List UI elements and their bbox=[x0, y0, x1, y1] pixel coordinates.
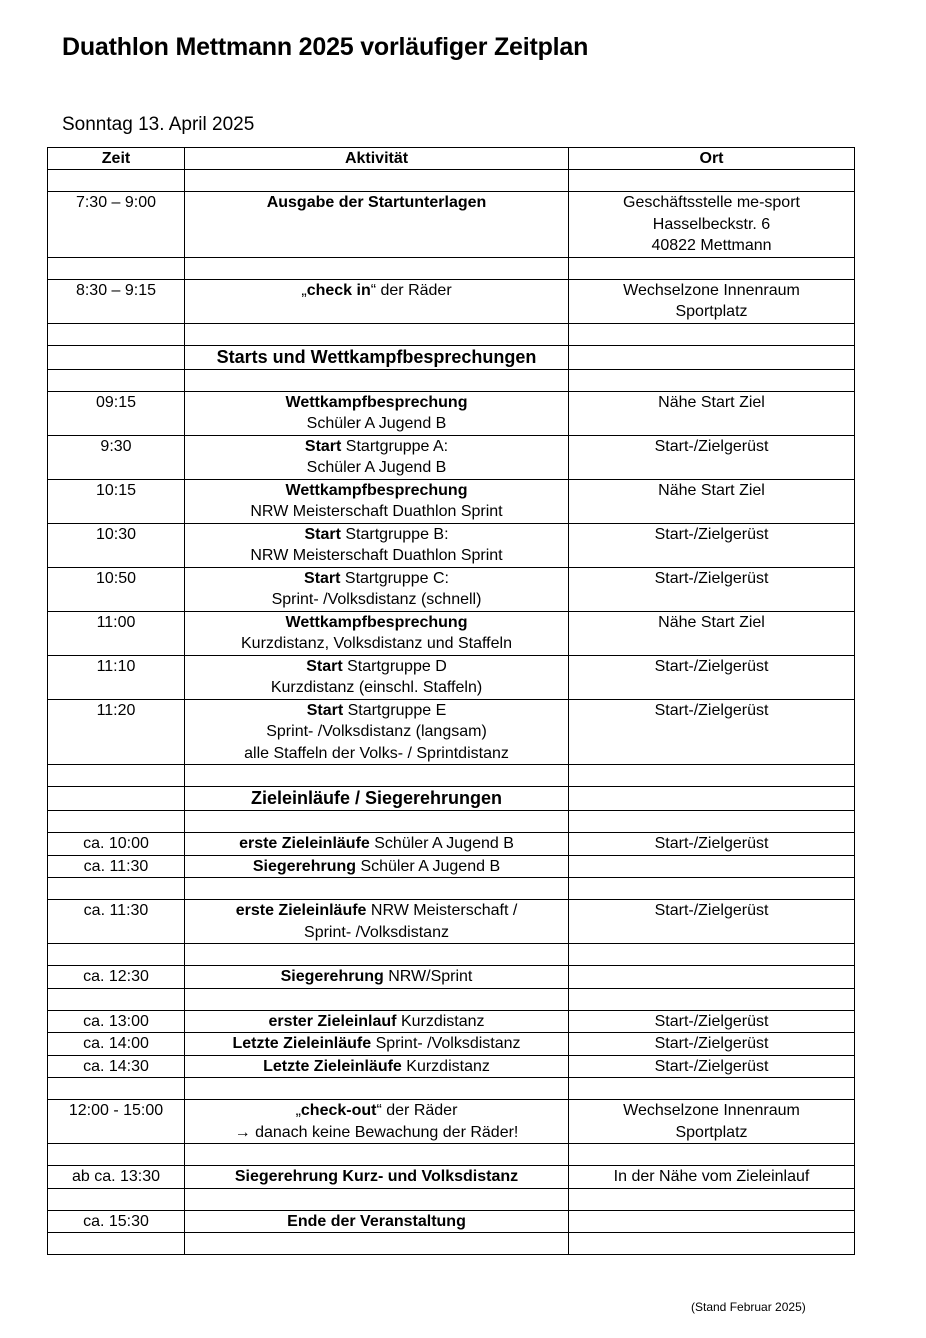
activity-line bbox=[188, 1100, 565, 1122]
activity-bold-text: Start bbox=[304, 525, 341, 543]
activity-text: “ der Räder bbox=[376, 1102, 458, 1119]
place-cell bbox=[569, 567, 855, 611]
activity-bold-text: Start bbox=[306, 657, 343, 675]
table-row bbox=[48, 435, 855, 479]
activity-text: NRW Meisterschaft / bbox=[366, 902, 518, 919]
time-cell: 10:50 bbox=[48, 567, 185, 611]
place-line: Start-/Zielgerüst bbox=[654, 1012, 769, 1030]
activity-text: Schüler A Jugend B bbox=[356, 857, 501, 875]
activity-bold-text: Start bbox=[304, 437, 342, 455]
empty-cell bbox=[569, 811, 855, 833]
activity-text: Schüler A Jugend B bbox=[369, 835, 514, 852]
activity-cell bbox=[185, 279, 569, 323]
activity-cell bbox=[185, 966, 569, 989]
activity-bold-text: Wettkampfbesprechung bbox=[285, 393, 468, 411]
table-row bbox=[48, 966, 855, 989]
empty-cell bbox=[48, 944, 185, 966]
empty-row bbox=[48, 765, 855, 787]
activity-text: Sprint- /Volksdistanz bbox=[371, 1035, 521, 1052]
empty-cell bbox=[185, 323, 569, 345]
empty-cell bbox=[185, 1188, 569, 1210]
activity-bold-text: erste Zieleinläufe bbox=[235, 902, 367, 919]
place-line: 40822 Mettmann bbox=[651, 237, 772, 254]
activity-text: Schüler A Jugend B bbox=[306, 459, 447, 476]
empty-cell bbox=[48, 369, 185, 391]
empty-cell bbox=[185, 988, 569, 1010]
footer-status: (Stand Februar 2025) bbox=[691, 1300, 806, 1314]
place-line: Start-/Zielgerüst bbox=[654, 569, 769, 587]
place-line: Nähe Start Ziel bbox=[658, 481, 765, 499]
activity-cell bbox=[185, 435, 569, 479]
time-cell: 11:10 bbox=[48, 655, 185, 699]
activity-bold-text: erste Zieleinläufe bbox=[239, 835, 370, 852]
empty-row bbox=[48, 323, 855, 345]
place-line: Start-/Zielgerüst bbox=[654, 1057, 769, 1075]
empty-cell bbox=[569, 345, 855, 369]
place-line: Start-/Zielgerüst bbox=[654, 657, 769, 675]
activity-cell bbox=[185, 900, 569, 944]
activity-cell bbox=[185, 655, 569, 699]
table-row bbox=[48, 855, 855, 878]
empty-cell bbox=[569, 323, 855, 345]
table-row bbox=[48, 391, 855, 435]
activity-text: Startgruppe C: bbox=[340, 569, 449, 587]
empty-cell bbox=[185, 1144, 569, 1166]
activity-bold-text: Siegerehrung bbox=[252, 857, 357, 875]
activity-bold-text: erster Zieleinlauf bbox=[268, 1012, 397, 1030]
place-line: Start-/Zielgerüst bbox=[654, 1035, 769, 1052]
header-time: Zeit bbox=[48, 148, 185, 170]
empty-cell bbox=[185, 1078, 569, 1100]
place-line: Wechselzone Innenraum bbox=[623, 281, 800, 299]
empty-cell bbox=[569, 944, 855, 966]
activity-text: Schüler A Jugend B bbox=[306, 415, 447, 432]
empty-row bbox=[48, 878, 855, 900]
place-cell bbox=[569, 1100, 855, 1144]
activity-line bbox=[188, 743, 565, 765]
section-row bbox=[48, 787, 855, 811]
place-line: Geschäftsstelle me-sport bbox=[623, 194, 800, 211]
empty-cell bbox=[48, 1078, 185, 1100]
empty-cell bbox=[48, 787, 185, 811]
place-line: In der Nähe vom Zieleinlauf bbox=[613, 1168, 810, 1185]
activity-line bbox=[188, 612, 565, 634]
activity-line bbox=[188, 833, 565, 855]
empty-cell bbox=[185, 811, 569, 833]
activity-cell bbox=[185, 1010, 569, 1033]
empty-cell bbox=[48, 257, 185, 279]
activity-line bbox=[188, 900, 565, 922]
activity-text: → danach keine Bewachung der Räder! bbox=[234, 1123, 519, 1141]
empty-cell bbox=[185, 944, 569, 966]
activity-cell bbox=[185, 1055, 569, 1078]
activity-cell bbox=[185, 1166, 569, 1189]
place-line: Sportplatz bbox=[675, 1123, 748, 1141]
place-cell bbox=[569, 523, 855, 567]
place-cell bbox=[569, 699, 855, 765]
empty-cell bbox=[48, 1188, 185, 1210]
empty-cell bbox=[569, 988, 855, 1010]
empty-cell bbox=[185, 878, 569, 900]
activity-bold-text: check in bbox=[306, 281, 371, 299]
time-cell: 7:30 – 9:00 bbox=[48, 192, 185, 258]
activity-text: Sprint- /Volksdistanz (schnell) bbox=[271, 591, 482, 608]
activity-cell bbox=[185, 523, 569, 567]
empty-cell bbox=[48, 878, 185, 900]
place-line: Start-/Zielgerüst bbox=[654, 835, 769, 852]
table-row bbox=[48, 833, 855, 856]
activity-line bbox=[188, 545, 565, 567]
empty-cell bbox=[569, 1078, 855, 1100]
time-cell: ca. 14:30 bbox=[48, 1055, 185, 1078]
schedule-body bbox=[48, 170, 855, 1255]
place-line: Wechselzone Innenraum bbox=[623, 1102, 800, 1119]
empty-cell bbox=[48, 1233, 185, 1255]
activity-text: Startgruppe A: bbox=[341, 437, 449, 455]
empty-cell bbox=[569, 765, 855, 787]
place-line: Start-/Zielgerüst bbox=[654, 437, 769, 455]
table-row bbox=[48, 479, 855, 523]
activity-line bbox=[188, 922, 565, 944]
table-row bbox=[48, 523, 855, 567]
activity-text: Startgruppe D bbox=[342, 657, 447, 675]
activity-text: Kurzdistanz bbox=[396, 1012, 485, 1030]
activity-line bbox=[188, 677, 565, 699]
place-line: Start-/Zielgerüst bbox=[654, 701, 769, 719]
place-cell bbox=[569, 192, 855, 258]
empty-row bbox=[48, 988, 855, 1010]
time-cell: ca. 13:00 bbox=[48, 1010, 185, 1033]
place-cell bbox=[569, 900, 855, 944]
activity-cell bbox=[185, 699, 569, 765]
activity-text: Kurzdistanz, Volksdistanz und Staffeln bbox=[241, 635, 512, 652]
empty-cell bbox=[185, 257, 569, 279]
table-header-row bbox=[48, 148, 855, 170]
schedule-table bbox=[47, 147, 855, 1255]
activity-text: „ bbox=[301, 281, 307, 299]
activity-text: alle Staffeln der Volks- / Sprintdistanz bbox=[244, 744, 509, 762]
empty-cell bbox=[48, 345, 185, 369]
document-title: Duathlon Mettmann 2025 vorläufiger Zeitplan bbox=[62, 33, 589, 61]
empty-cell bbox=[48, 811, 185, 833]
time-cell: 10:30 bbox=[48, 523, 185, 567]
place-line: Hasselbeckstr. 6 bbox=[652, 215, 771, 233]
time-cell: 8:30 – 9:15 bbox=[48, 279, 185, 323]
empty-cell bbox=[569, 878, 855, 900]
time-cell: ca. 12:30 bbox=[48, 966, 185, 989]
activity-cell bbox=[185, 1210, 569, 1233]
empty-row bbox=[48, 369, 855, 391]
header-place: Ort bbox=[569, 148, 855, 170]
activity-bold-text: Wettkampfbesprechung bbox=[285, 481, 468, 499]
place-cell bbox=[569, 833, 855, 856]
empty-cell bbox=[185, 1233, 569, 1255]
activity-text: NRW/Sprint bbox=[383, 968, 473, 985]
activity-line bbox=[188, 1011, 565, 1033]
activity-line bbox=[188, 1122, 565, 1144]
event-date: Sonntag 13. April 2025 bbox=[62, 114, 255, 135]
time-cell: 11:20 bbox=[48, 699, 185, 765]
activity-line bbox=[188, 633, 565, 655]
place-cell bbox=[569, 1010, 855, 1033]
table-row bbox=[48, 655, 855, 699]
time-cell: 09:15 bbox=[48, 391, 185, 435]
empty-cell bbox=[569, 787, 855, 811]
activity-text: NRW Meisterschaft Duathlon Sprint bbox=[250, 547, 503, 564]
place-line: Start-/Zielgerüst bbox=[654, 525, 769, 543]
empty-cell bbox=[185, 369, 569, 391]
activity-line bbox=[188, 568, 565, 590]
table-row bbox=[48, 900, 855, 944]
empty-cell bbox=[569, 1188, 855, 1210]
activity-line bbox=[188, 1033, 565, 1055]
time-cell: ca. 14:00 bbox=[48, 1033, 185, 1056]
activity-line bbox=[188, 501, 565, 523]
activity-line bbox=[188, 1056, 565, 1078]
empty-cell bbox=[48, 765, 185, 787]
activity-text: Sprint- /Volksdistanz (langsam) bbox=[266, 723, 487, 740]
activity-line bbox=[188, 966, 565, 988]
place-cell bbox=[569, 855, 855, 878]
table-row bbox=[48, 699, 855, 765]
time-cell: ca. 15:30 bbox=[48, 1210, 185, 1233]
empty-row bbox=[48, 1078, 855, 1100]
time-cell: 10:15 bbox=[48, 479, 185, 523]
place-cell bbox=[569, 1166, 855, 1189]
empty-cell bbox=[569, 170, 855, 192]
place-line: Sportplatz bbox=[675, 303, 748, 320]
activity-line bbox=[188, 392, 565, 414]
activity-line bbox=[188, 480, 565, 502]
activity-text: Startgruppe B: bbox=[340, 525, 449, 543]
activity-text: Kurzdistanz (einschl. Staffeln) bbox=[270, 679, 483, 696]
time-cell: 12:00 - 15:00 bbox=[48, 1100, 185, 1144]
place-cell bbox=[569, 1055, 855, 1078]
place-cell bbox=[569, 611, 855, 655]
place-cell bbox=[569, 279, 855, 323]
empty-cell bbox=[569, 1144, 855, 1166]
table-row bbox=[48, 1033, 855, 1056]
activity-cell bbox=[185, 192, 569, 258]
empty-cell bbox=[185, 765, 569, 787]
activity-bold-text: Ausgabe der Startunterlagen bbox=[266, 194, 487, 211]
time-cell: ab ca. 13:30 bbox=[48, 1166, 185, 1189]
activity-bold-text: Start bbox=[306, 701, 344, 719]
activity-bold-text: Ende der Veranstaltung bbox=[287, 1212, 466, 1230]
activity-line bbox=[188, 721, 565, 743]
table-row bbox=[48, 1100, 855, 1144]
place-cell bbox=[569, 391, 855, 435]
activity-line bbox=[188, 1166, 565, 1188]
activity-line bbox=[188, 589, 565, 611]
place-cell bbox=[569, 966, 855, 989]
activity-cell bbox=[185, 611, 569, 655]
activity-text: Startgruppe E bbox=[343, 701, 447, 719]
place-cell bbox=[569, 435, 855, 479]
activity-line bbox=[188, 192, 565, 214]
time-cell: ca. 10:00 bbox=[48, 833, 185, 856]
activity-line bbox=[188, 280, 565, 302]
time-cell: ca. 11:30 bbox=[48, 900, 185, 944]
place-line: Nähe Start Ziel bbox=[658, 613, 765, 631]
header-activity: Aktivität bbox=[185, 148, 569, 170]
activity-cell bbox=[185, 567, 569, 611]
activity-line bbox=[188, 436, 565, 458]
empty-row bbox=[48, 944, 855, 966]
section-heading: Zieleinläufe / Siegerehrungen bbox=[185, 787, 569, 811]
activity-line bbox=[188, 656, 565, 678]
place-cell bbox=[569, 1210, 855, 1233]
activity-bold-text: Wettkampfbesprechung bbox=[285, 613, 468, 631]
empty-cell bbox=[48, 170, 185, 192]
activity-bold-text: Letzte Zieleinläufe bbox=[263, 1057, 402, 1075]
time-cell: 11:00 bbox=[48, 611, 185, 655]
empty-cell bbox=[569, 1233, 855, 1255]
activity-cell bbox=[185, 855, 569, 878]
activity-cell bbox=[185, 391, 569, 435]
table-row bbox=[48, 611, 855, 655]
activity-line bbox=[188, 413, 565, 435]
activity-text: „ bbox=[295, 1102, 301, 1119]
table-row bbox=[48, 1210, 855, 1233]
activity-text: NRW Meisterschaft Duathlon Sprint bbox=[250, 503, 503, 520]
empty-row bbox=[48, 811, 855, 833]
activity-line bbox=[188, 524, 565, 546]
activity-cell bbox=[185, 833, 569, 856]
activity-text: Sprint- /Volksdistanz bbox=[304, 923, 449, 941]
empty-cell bbox=[48, 1144, 185, 1166]
place-line: Nähe Start Ziel bbox=[658, 393, 765, 411]
section-row bbox=[48, 345, 855, 369]
activity-line bbox=[188, 457, 565, 479]
empty-cell bbox=[185, 170, 569, 192]
activity-line bbox=[188, 700, 565, 722]
empty-cell bbox=[48, 988, 185, 1010]
activity-line bbox=[188, 1211, 565, 1233]
table-row bbox=[48, 567, 855, 611]
empty-row bbox=[48, 1188, 855, 1210]
table-row bbox=[48, 1055, 855, 1078]
table-row bbox=[48, 1010, 855, 1033]
section-heading: Starts und Wettkampfbesprechungen bbox=[185, 345, 569, 369]
activity-text: “ der Räder bbox=[370, 281, 452, 299]
place-line: Start-/Zielgerüst bbox=[654, 902, 769, 919]
place-cell bbox=[569, 655, 855, 699]
activity-cell bbox=[185, 1100, 569, 1144]
activity-bold-text: Start bbox=[304, 569, 341, 587]
empty-row bbox=[48, 257, 855, 279]
activity-bold-text: Siegerehrung Kurz- und Volksdistanz bbox=[234, 1168, 519, 1185]
activity-bold-text: Siegerehrung bbox=[280, 968, 384, 985]
table-row bbox=[48, 192, 855, 258]
table-row bbox=[48, 279, 855, 323]
empty-cell bbox=[48, 323, 185, 345]
activity-bold-text: check-out bbox=[300, 1102, 377, 1119]
activity-cell bbox=[185, 479, 569, 523]
empty-cell bbox=[569, 257, 855, 279]
activity-bold-text: Letzte Zieleinläufe bbox=[232, 1035, 372, 1052]
empty-cell bbox=[569, 369, 855, 391]
empty-row bbox=[48, 1233, 855, 1255]
activity-cell bbox=[185, 1033, 569, 1056]
empty-row bbox=[48, 1144, 855, 1166]
empty-row bbox=[48, 170, 855, 192]
place-cell bbox=[569, 479, 855, 523]
activity-text: Kurzdistanz bbox=[401, 1057, 490, 1075]
place-cell bbox=[569, 1033, 855, 1056]
table-row bbox=[48, 1166, 855, 1189]
time-cell: ca. 11:30 bbox=[48, 855, 185, 878]
activity-line bbox=[188, 856, 565, 878]
time-cell: 9:30 bbox=[48, 435, 185, 479]
